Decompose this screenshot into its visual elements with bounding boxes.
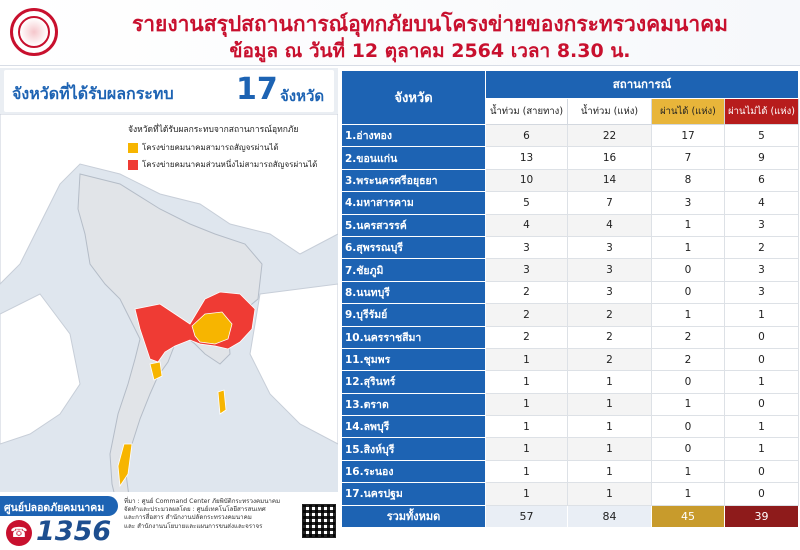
flooded-routes-cell: 1: [486, 393, 568, 415]
impassable-cell: 1: [725, 416, 799, 438]
total-row: [342, 505, 799, 527]
impassable-cell: 9: [725, 147, 799, 169]
flooded-routes-cell: 1: [486, 438, 568, 460]
thailand-map: [0, 114, 338, 550]
flooded-routes-cell: 13: [486, 147, 568, 169]
passable-cell: 1: [652, 393, 725, 415]
province-name: 11.ชุมพร: [342, 348, 486, 370]
flooded-points-cell: 1: [568, 483, 652, 505]
total-impassable: 39: [725, 505, 799, 527]
flooded-routes-cell: 5: [486, 192, 568, 214]
affected-count: 17: [236, 72, 278, 107]
flooded-routes-cell: 2: [486, 304, 568, 326]
flooded-routes-cell: 2: [486, 326, 568, 348]
table-row: [342, 460, 799, 482]
impassable-cell: 1: [725, 371, 799, 393]
affected-label: จังหวัดที่ได้รับผลกระทบ: [12, 84, 174, 103]
table-row: [342, 192, 799, 214]
province-name: 14.ลพบุรี: [342, 416, 486, 438]
flooded-points-cell: 14: [568, 169, 652, 191]
total-label: รวมทั้งหมด: [342, 505, 486, 527]
province-name: 6.สุพรรณบุรี: [342, 236, 486, 258]
neighbour-land-west: [0, 294, 80, 444]
flooded-routes-cell: 1: [486, 371, 568, 393]
passable-cell: 1: [652, 236, 725, 258]
impassable-cell: 0: [725, 326, 799, 348]
ministry-seal-icon: [10, 8, 58, 56]
flooded-points-cell: 2: [568, 326, 652, 348]
province-name: 17.นครปฐม: [342, 483, 486, 505]
table-row: [342, 348, 799, 370]
flooded-routes-cell: 3: [486, 236, 568, 258]
total-flooded-routes: 57: [486, 505, 568, 527]
flooded-points-cell: 22: [568, 125, 652, 147]
table-row: [342, 259, 799, 281]
legend-item-passable: [128, 141, 334, 154]
flooded-points-cell: 1: [568, 416, 652, 438]
impassable-cell: 0: [725, 460, 799, 482]
passable-cell: 8: [652, 169, 725, 191]
flooded-points-cell: 1: [568, 371, 652, 393]
table-row: [342, 169, 799, 191]
legend-item-impassable: [128, 158, 334, 171]
table-row: [342, 393, 799, 415]
column-header-province: จังหวัด: [342, 71, 486, 125]
column-header-flooded-routes: น้ำท่วม (สายทาง): [486, 99, 568, 125]
passable-cell: 0: [652, 371, 725, 393]
column-header-passable: ผ่านได้ (แห่ง): [652, 99, 725, 125]
affected-banner: [4, 70, 334, 112]
report-date: ข้อมูล ณ วันที่ 12 ตุลาคม 2564 เวลา 8.30 น.: [229, 40, 631, 62]
flooded-points-cell: 4: [568, 214, 652, 236]
province-name: 10.นครราชสีมา: [342, 326, 486, 348]
source-line: ที่มา : ศูนย์ Command Center ภัยพิบัติกระทรวงคมนาคม: [124, 498, 281, 505]
impassable-cell: 4: [725, 192, 799, 214]
impassable-cell: 0: [725, 348, 799, 370]
passable-cell: 1: [652, 460, 725, 482]
table-row: [342, 214, 799, 236]
province-name: 12.สุรินทร์: [342, 371, 486, 393]
table-row: [342, 125, 799, 147]
flooded-points-cell: 2: [568, 348, 652, 370]
flooded-routes-cell: 1: [486, 416, 568, 438]
legend-swatch-impassable: [128, 160, 138, 170]
flooded-routes-cell: 1: [486, 483, 568, 505]
table-row: [342, 416, 799, 438]
table-row: [342, 483, 799, 505]
qr-code-icon[interactable]: [302, 504, 336, 538]
report-title: รายงานสรุปสถานการณ์อุทกภัยบนโครงข่ายของกระทรวงคมนาคม: [131, 12, 729, 36]
table-row: [342, 147, 799, 169]
flooded-routes-cell: 2: [486, 281, 568, 303]
flooded-points-cell: 7: [568, 192, 652, 214]
legend-swatch-passable: [128, 143, 138, 153]
table-row: [342, 304, 799, 326]
total-passable: 45: [652, 505, 725, 527]
source-line: และการสื่อสาร สำนักงานปลัดกระทรวงคมนาคม: [124, 514, 252, 522]
passable-cell: 2: [652, 348, 725, 370]
passable-cell: 17: [652, 125, 725, 147]
province-name: 5.นครสวรรค์: [342, 214, 486, 236]
neighbour-land-east: [250, 284, 338, 444]
impassable-cell: 0: [725, 483, 799, 505]
passable-cell: 0: [652, 259, 725, 281]
flooded-routes-cell: 6: [486, 125, 568, 147]
hotline-number[interactable]: 1356: [36, 516, 112, 547]
province-name: 16.ระนอง: [342, 460, 486, 482]
passable-cell: 0: [652, 438, 725, 460]
impassable-cell: 3: [725, 259, 799, 281]
passable-cell: 7: [652, 147, 725, 169]
map-legend: [128, 122, 334, 175]
map-svg: [0, 114, 338, 550]
flood-status-table: [341, 70, 798, 548]
total-flooded-points: 84: [568, 505, 652, 527]
province-name: 8.นนทบุรี: [342, 281, 486, 303]
column-header-impassable: ผ่านไม่ได้ (แห่ง): [725, 99, 799, 125]
thailand-outline: [78, 174, 262, 529]
impassable-cell: 3: [725, 214, 799, 236]
flooded-routes-cell: 1: [486, 348, 568, 370]
flooded-routes-cell: 1: [486, 460, 568, 482]
flooded-points-cell: 16: [568, 147, 652, 169]
flooded-points-cell: 1: [568, 393, 652, 415]
status-table: [341, 70, 799, 528]
legend-label-passable: โครงข่ายคมนาคมสามารถสัญจรผ่านได้: [142, 143, 279, 152]
province-name: 9.บุรีรัมย์: [342, 304, 486, 326]
province-name: 2.ขอนแก่น: [342, 147, 486, 169]
province-name: 13.ตราด: [342, 393, 486, 415]
passable-cell: 2: [652, 326, 725, 348]
flooded-points-cell: 1: [568, 460, 652, 482]
passable-cell: 3: [652, 192, 725, 214]
province-name: 1.อ่างทอง: [342, 125, 486, 147]
province-name: 3.พระนครศรีอยุธยา: [342, 169, 486, 191]
table-row: [342, 281, 799, 303]
map-panel: [0, 68, 338, 550]
table-row: [342, 438, 799, 460]
phone-operator-icon: ☎: [6, 520, 32, 546]
impassable-cell: 5: [725, 125, 799, 147]
passable-region-east: [218, 390, 226, 414]
flooded-points-cell: 2: [568, 304, 652, 326]
flooded-routes-cell: 10: [486, 169, 568, 191]
passable-cell: 1: [652, 304, 725, 326]
passable-cell: 1: [652, 483, 725, 505]
flooded-routes-cell: 3: [486, 259, 568, 281]
center-name: ศูนย์ปลอดภัยคมนาคม: [0, 496, 118, 516]
table-row: [342, 236, 799, 258]
impassable-cell: 3: [725, 281, 799, 303]
table-row: [342, 371, 799, 393]
legend-label-impassable: โครงข่ายคมนาคมส่วนหนึ่งไม่สามารถสัญจรผ่านได้: [142, 160, 318, 169]
source-notes: [124, 498, 298, 531]
column-header-flooded-points: น้ำท่วม (แห่ง): [568, 99, 652, 125]
report-header: [0, 0, 800, 66]
table-row: [342, 326, 799, 348]
passable-cell: 0: [652, 416, 725, 438]
flooded-points-cell: 3: [568, 236, 652, 258]
passable-cell: 0: [652, 281, 725, 303]
impassable-cell: 2: [725, 236, 799, 258]
flooded-points-cell: 3: [568, 281, 652, 303]
passable-cell: 1: [652, 214, 725, 236]
province-name: 4.มหาสารคาม: [342, 192, 486, 214]
flooded-points-cell: 3: [568, 259, 652, 281]
flooded-points-cell: 1: [568, 438, 652, 460]
province-name: 15.สิงห์บุรี: [342, 438, 486, 460]
flooded-routes-cell: 4: [486, 214, 568, 236]
impassable-cell: 1: [725, 438, 799, 460]
source-line: จัดทำและประมวลผลโดย : ศูนย์เทคโนโลยีสารสนเทศ: [124, 506, 266, 514]
province-name: 7.ชัยภูมิ: [342, 259, 486, 281]
legend-title: จังหวัดที่ได้รับผลกระทบจากสถานการณ์อุทกภัย: [128, 125, 299, 135]
impassable-cell: 0: [725, 393, 799, 415]
affected-unit: จังหวัด: [280, 87, 325, 105]
column-header-status: สถานการณ์: [486, 71, 799, 99]
source-line: และ สำนักงานนโยบายและแผนการขนส่งและจราจร: [124, 522, 263, 530]
impassable-cell: 1: [725, 304, 799, 326]
impassable-cell: 6: [725, 169, 799, 191]
